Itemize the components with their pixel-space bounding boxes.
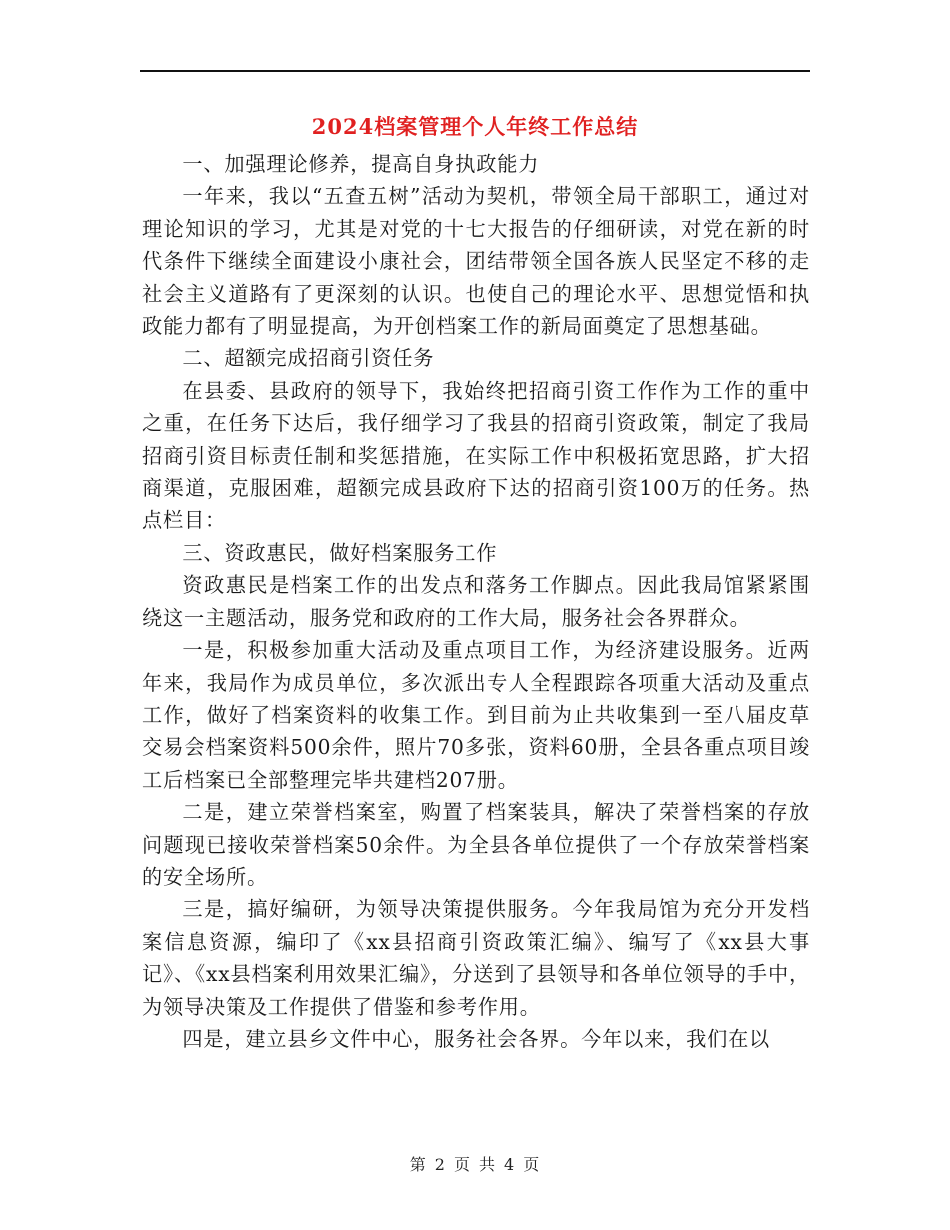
- section-heading-2: 二、超额完成招商引资任务: [182, 346, 435, 371]
- document-body: [142, 148, 810, 1055]
- body-paragraph: 一年来，我以“五查五树”活动为契机，带领全局干部职工，通过对理论知识的学习，尤其是对党的十七大报告的仔细研读，对党在新的时代条件下继续全面建设小康社会，团结带领全国各族人民坚定不移的走社会主义道路有了更深刻的认识。也使自己的理论水平、思想觉悟和执政能力都有了明显提高，为开创档案工作的新局面奠定了思想基础。: [142, 184, 810, 339]
- body-paragraph: 四是，建立县乡文件中心，服务社会各界。今年以来，我们在以: [182, 1026, 771, 1051]
- header-rule: [140, 70, 810, 72]
- section-heading-1: 一、加强理论修养，提高自身执政能力: [182, 152, 540, 176]
- page-total: 4: [504, 1155, 516, 1174]
- document-title: 2024档案管理个人年终工作总结: [311, 114, 639, 139]
- section-heading-3: 三、资政惠民，做好档案服务工作: [182, 540, 498, 565]
- total-prefix: 共: [479, 1155, 497, 1174]
- page-number: 2: [434, 1155, 446, 1174]
- page-prefix: 第: [409, 1155, 427, 1174]
- body-paragraph: 在县委、县政府的领导下，我始终把招商引资工作作为工作的重中之重，在任务下达后，我仔细学习了我县的招商引资政策，制定了我局招商引资目标责任制和奖惩措施，在实际工作中积极拓宽思路，扩大招商渠道，克服困难，超额完成县政府下达的招商引资100万的任务。热点栏目：: [142, 378, 810, 533]
- total-unit: 页: [523, 1155, 541, 1174]
- body-paragraph: 资政惠民是档案工作的出发点和落务工作脚点。因此我局馆紧紧围绕这一主题活动，服务党和政府的工作大局，服务社会各界群众。: [142, 573, 810, 630]
- page-unit: 页: [453, 1155, 471, 1174]
- body-paragraph: 一是，积极参加重大活动及重点项目工作，为经济建设服务。近两年来，我局作为成员单位，多次派出专人全程跟踪各项重大活动及重点工作，做好了档案资料的收集工作。到目前为止共收集到一至八届皮草交易会档案资料500余件，照片70多张，资料60册，全县各重点项目竣工后档案已全部整理完毕共建档207册。: [142, 638, 810, 792]
- body-paragraph: 二是，建立荣誉档案室，购置了档案装具，解决了荣誉档案的存放问题现已接收荣誉档案50余件。为全县各单位提供了一个存放荣誉档案的安全场所。: [142, 800, 810, 889]
- page-footer: [0, 1152, 950, 1175]
- body-paragraph: 三是，搞好编研，为领导决策提供服务。今年我局馆为充分开发档案信息资源，编印了《xx县招商引资政策汇编》、编写了《xx县大事记》、《xx县档案利用效果汇编》，分送到了县领导和各单位领导的手中，为领导决策及工作提供了借鉴和参考作用。: [142, 897, 810, 1019]
